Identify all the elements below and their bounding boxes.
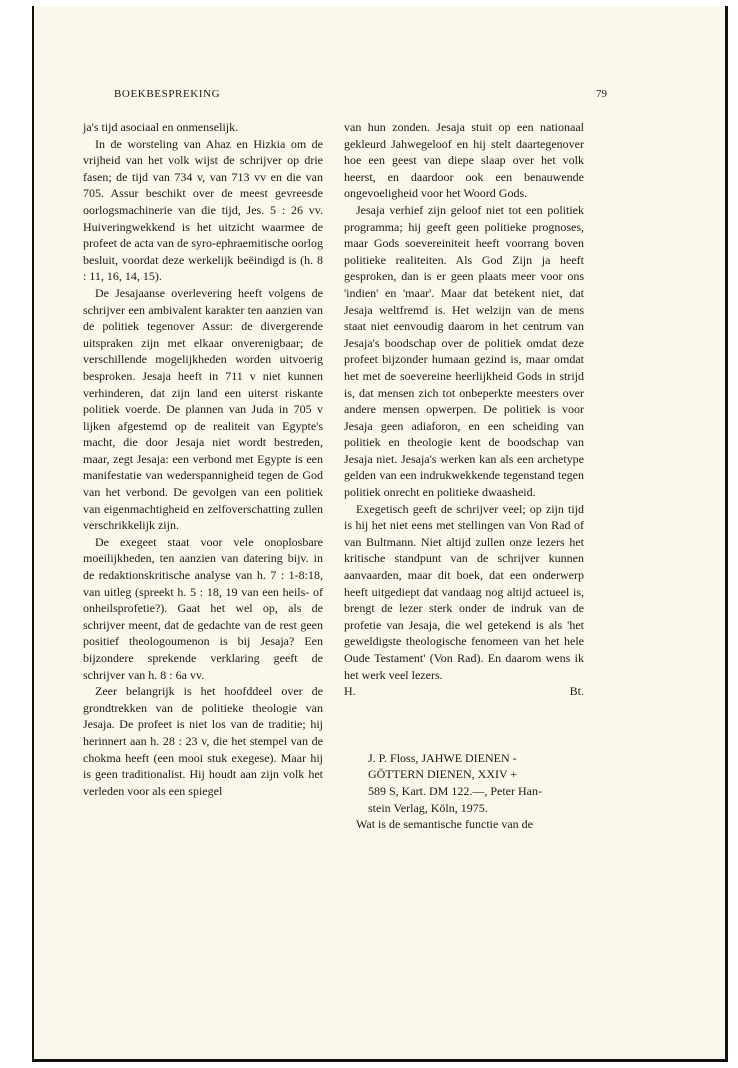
- paragraph: De exegeet staat voor vele onoplosbare moeilijkheden, ten aanzien van datering bijv. in de redaktionskritische analyse van h. 7 : 1-8:18, van uitleg (spreekt h. 5 : 18, 19 van een heils- of onheilsprofetie?). Gaat het wel op, als de schrijver meent, dat de gedachte van de rest geen positief theologoumenon is bij Jesaja? Een bijzondere sprekende verklaring geeft de schrijver van h. 8 : 6a vv.: [83, 534, 323, 682]
- paragraph: ja's tijd asociaal en onmenselijk.: [83, 120, 239, 134]
- reviewer-signature: [344, 683, 584, 700]
- paragraph: Wat is de semantische functie van de: [356, 817, 533, 832]
- running-head: BOEKBESPREKING: [114, 88, 221, 100]
- paragraph: Jesaja verhief zijn geloof niet tot een politiek programma; hij geeft geen politieke prognoses, maar Gods soevereiniteit heeft voorrang boven politieke realiteiten. Als God Zijn ja heeft gesproken, dan is er geen plaats meer voor ons 'indien' en 'maar'. Maar dat betekent niet, dat Jesaja weltfremd is. Het welzijn van de mens staat niet eenvoudig daarom in het centrum van Jesaja's boodschap over de politiek omdat deze profeet bijzonder humaan gezind is, maar omdat het met de soevereine heerlijkheid Gods in strijd is, dat mensen zich tot onbeperkte meesters over andere mensen opwerpen. De politiek is voor Jesaja geen adiaforon, en een scheiding van politiek en theologie kent de boodschap van Jesaja niet. Jesaja's werken kan als een archetype gelden van een indrukwekkende tegenstand tegen politiek onrecht en politieke dwaasheid.: [344, 202, 584, 500]
- review-header-line: GÖTTERN DIENEN, XXIV +: [368, 767, 518, 782]
- paragraph: Exegetisch geeft de schrijver veel; op zijn tijd is hij het niet eens met stellingen van Von Rad of van Bultmann. Niet altijd zullen onze lezers het kritische standpunt van de schrijver kunnen aanvaarden, maar dit boek, dat een onderwerp heeft uitgediept dat vandaag nog altijd actueel is, brengt de lezer sterk onder de indruk van de profetie van Jesaja, die wel getekend is als 'het geweldigste theologische fenomeen van het hele Oude Testament' (Von Rad). En daarom wens ik het werk veel lezers.: [344, 501, 584, 682]
- journal-page: [32, 6, 728, 1062]
- book-review-header: [344, 750, 584, 816]
- page-number: 79: [596, 88, 607, 100]
- paragraph: Zeer belangrijk is het hoofddeel over de grondtrekken van de politieke theologie van Jesaja. De profeet is niet los van de traditie; hij herinnert aan h. 28 : 23 v, die het stempel van de chokma heeft (een mooi stuk exegese). Maar hij is geen traditionalist. Hij houdt aan zijn volk het verleden voor als een spiegel: [83, 684, 323, 798]
- paragraph: van hun zonden. Jesaja stuit op een nationaal gekleurd Jahwegeloof en hij stelt daartegenover hoe een geest van diepe slaap over het volk heerst, en daardoor ook een benauwende ongevoeligheid voor het Woord Gods.: [344, 120, 584, 201]
- signature-initial: H.: [344, 684, 356, 699]
- signature-abbrev: Bt.: [569, 684, 584, 699]
- paragraph: In de worsteling van Ahaz en Hizkia om de vrijheid van het volk wijst de schrijver op drie fasen; de tijd van 734 v, van 713 vv en die van 705. Assur beschikt over de meest gevreesde oorlogsmachinerie van die tijd, Jes. 5 : 26 vv. Huiveringwekkend is het uitzicht waarmee de profeet de acta van de syro-ephraemitische oorlog besluit, voordat deze werkelijk beëindigd is (h. 8 : 11, 16, 14, 15).: [83, 136, 323, 284]
- review-header-line: stein Verlag, Köln, 1975.: [368, 800, 488, 815]
- left-column: [83, 119, 323, 799]
- paragraph: De Jesajaanse overlevering heeft volgens de schrijver een ambivalent karakter ten aanzien van de politiek tegenover Assur: de divergerende uitspraken zijn met elkaar onverenigbaar; de verschillende mogelijkheden worden uitvoerig besproken. Jesaja heeft in 711 v niet kunnen verhinderen, dat zijn land een uiterst riskante politiek voerde. De plannen van Juda in 705 v lijken afgestemd op de realiteit van Egypte's macht, die door Jesaja niet wordt bestreden, maar, zegt Jesaja: een verbond met Egypte is een manifestatie van wederspannigheid tegen de God van het verbond. De gevolgen van een politiek van eigenmachtigheid en zelfoverschatting zullen verschrikkelijk zijn.: [83, 285, 323, 533]
- review-header-line: J. P. Floss, JAHWE DIENEN -: [368, 750, 517, 765]
- right-column: [344, 119, 584, 833]
- review-header-line: 589 S, Kart. DM 122.—, Peter Han-: [368, 783, 542, 798]
